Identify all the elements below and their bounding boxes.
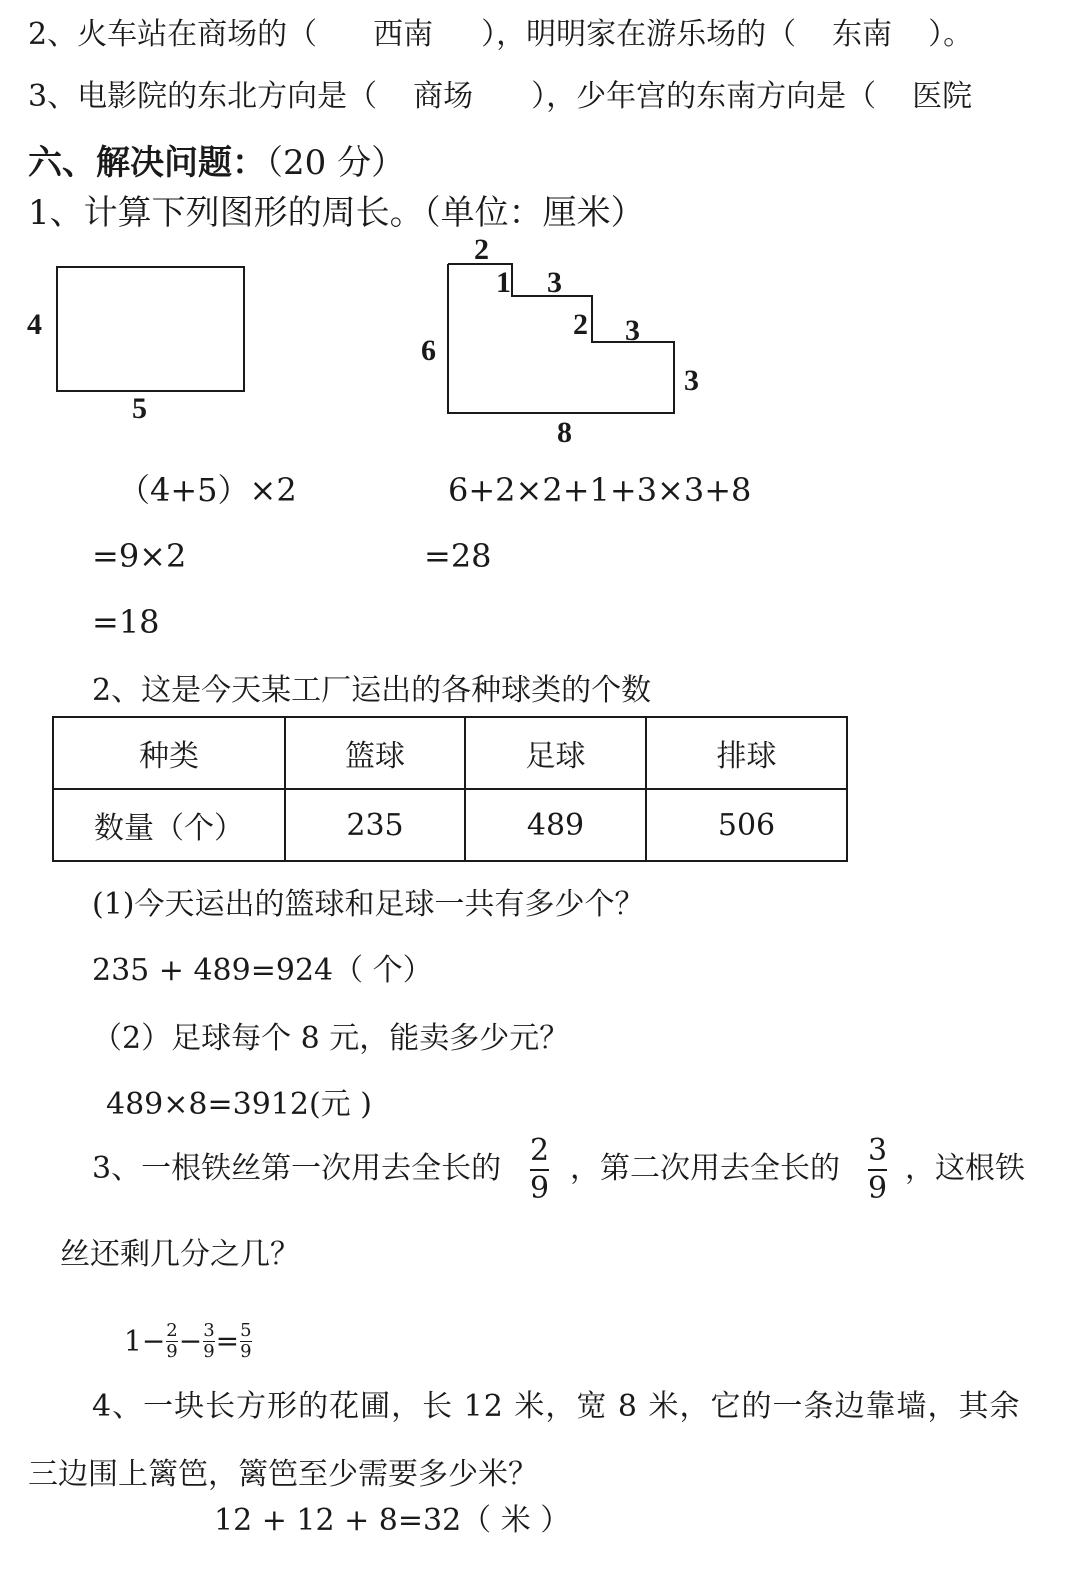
problem4-line2: 三边围上篱笆，篱笆至少需要多少米？ <box>28 1457 538 1492</box>
calc-right-line2: =28 <box>424 537 492 575</box>
fraction2-denominator: 9 <box>868 1171 888 1206</box>
answer-one: 1 <box>124 1324 142 1358</box>
problem2-a1: 235 + 489=924（ 个） <box>92 953 433 988</box>
answer-fraction-3-9 <box>203 1322 214 1361</box>
q5-line2-prefix: 2、火车站在商场的（ <box>28 17 318 52</box>
table-cell: 489 <box>465 789 646 861</box>
shape-label-step2-width: 3 <box>625 314 640 347</box>
answer-equals: = <box>215 1324 240 1358</box>
rect-height-label: 4 <box>27 308 42 341</box>
q5-line2-suffix: ）。 <box>928 17 974 52</box>
shape-label-right: 3 <box>684 364 699 397</box>
section-title <box>28 143 406 183</box>
q5-line3 <box>28 79 973 114</box>
q5-line2 <box>28 17 974 52</box>
q5-line3-prefix: 3、电影院的东北方向是（ <box>28 79 378 114</box>
table-header-cell: 篮球 <box>285 717 465 789</box>
calc-left-line2: =9×2 <box>92 537 187 575</box>
stepped-shape-figure <box>440 258 690 418</box>
problem3-text-d: 丝还剩几分之几？ <box>60 1237 300 1272</box>
answer-fraction-2-9 <box>166 1322 177 1361</box>
shape-label-step2-height: 2 <box>573 308 588 341</box>
shape-label-bottom: 8 <box>557 416 572 449</box>
section-points: （20 分） <box>266 143 406 183</box>
table-cell: 数量（个） <box>53 789 285 861</box>
table-header-cell: 足球 <box>465 717 646 789</box>
answer-fraction-5-9 <box>240 1322 251 1361</box>
answer-f3-numerator: 5 <box>240 1320 252 1341</box>
rectangle-figure <box>56 266 245 392</box>
problem3-text-b: ，第二次用去全长的 <box>570 1151 840 1186</box>
problem2-a2: 489×8=3912(元 ) <box>106 1087 372 1122</box>
problem4-line1: 4、一块长方形的花圃，长 12 米，宽 8 米，它的一条边靠墙，其余 <box>92 1389 1021 1424</box>
problem4-answer: 12 + 12 + 8=32（ 米 ） <box>214 1503 571 1538</box>
answer-f1-numerator: 2 <box>166 1320 178 1341</box>
table-header-cell: 排球 <box>646 717 847 789</box>
q5-line2-mid: ），明明家在游乐场的（ <box>481 17 797 52</box>
table-cell: 506 <box>646 789 847 861</box>
shape-label-step1-width: 3 <box>547 266 562 299</box>
answer-minus: − <box>141 1324 166 1358</box>
problem3-text-a: 3、一根铁丝第一次用去全长的 <box>92 1151 502 1186</box>
problem3-fraction1 <box>530 1133 550 1206</box>
problem3-answer <box>124 1322 253 1361</box>
q5-line2-answer1: 西南 <box>373 17 434 52</box>
answer-f2-denominator: 9 <box>203 1341 215 1362</box>
table-header-cell: 种类 <box>53 717 285 789</box>
q5-line3-mid: ），少年宫的东南方向是（ <box>531 79 877 114</box>
calc-right-line1: 6+2×2+1+3×3+8 <box>448 471 752 509</box>
q5-line3-answer2: 医院 <box>912 79 973 114</box>
shape-label-left: 6 <box>421 334 436 367</box>
problem3-fraction2 <box>868 1133 888 1206</box>
answer-f2-numerator: 3 <box>203 1320 215 1341</box>
problem1-prompt: 1、计算下列图形的周长。（单位：厘米） <box>28 193 645 233</box>
answer-f3-denominator: 9 <box>240 1341 252 1362</box>
fraction1-numerator: 2 <box>530 1133 550 1168</box>
table-cell: 235 <box>285 789 465 861</box>
answer-f1-denominator: 9 <box>166 1341 178 1362</box>
fraction1-denominator: 9 <box>530 1171 550 1206</box>
shape-label-top: 2 <box>474 233 489 266</box>
section-title-text: 六、解决问题： <box>28 143 266 183</box>
fraction2-numerator: 3 <box>868 1133 888 1168</box>
calc-left-line3: =18 <box>92 603 160 641</box>
ball-count-table <box>52 716 848 862</box>
answer-minus-2: − <box>178 1324 203 1358</box>
table-row <box>53 789 847 861</box>
table-header-row <box>53 717 847 789</box>
q5-line3-answer1: 商场 <box>413 79 474 114</box>
q5-line2-answer2: 东南 <box>832 17 893 52</box>
shape-label-step1-height: 1 <box>496 266 511 299</box>
calc-left-line1: （4+5）×2 <box>118 471 297 509</box>
problem3-text-c: ，这根铁 <box>905 1151 1025 1186</box>
problem2-prompt: 2、这是今天某工厂运出的各种球类的个数 <box>92 673 652 708</box>
rect-width-label: 5 <box>132 392 147 425</box>
problem2-q1: (1)今天运出的篮球和足球一共有多少个？ <box>92 887 645 922</box>
problem2-q2: （2）足球每个 8 元，能卖多少元？ <box>92 1021 570 1056</box>
